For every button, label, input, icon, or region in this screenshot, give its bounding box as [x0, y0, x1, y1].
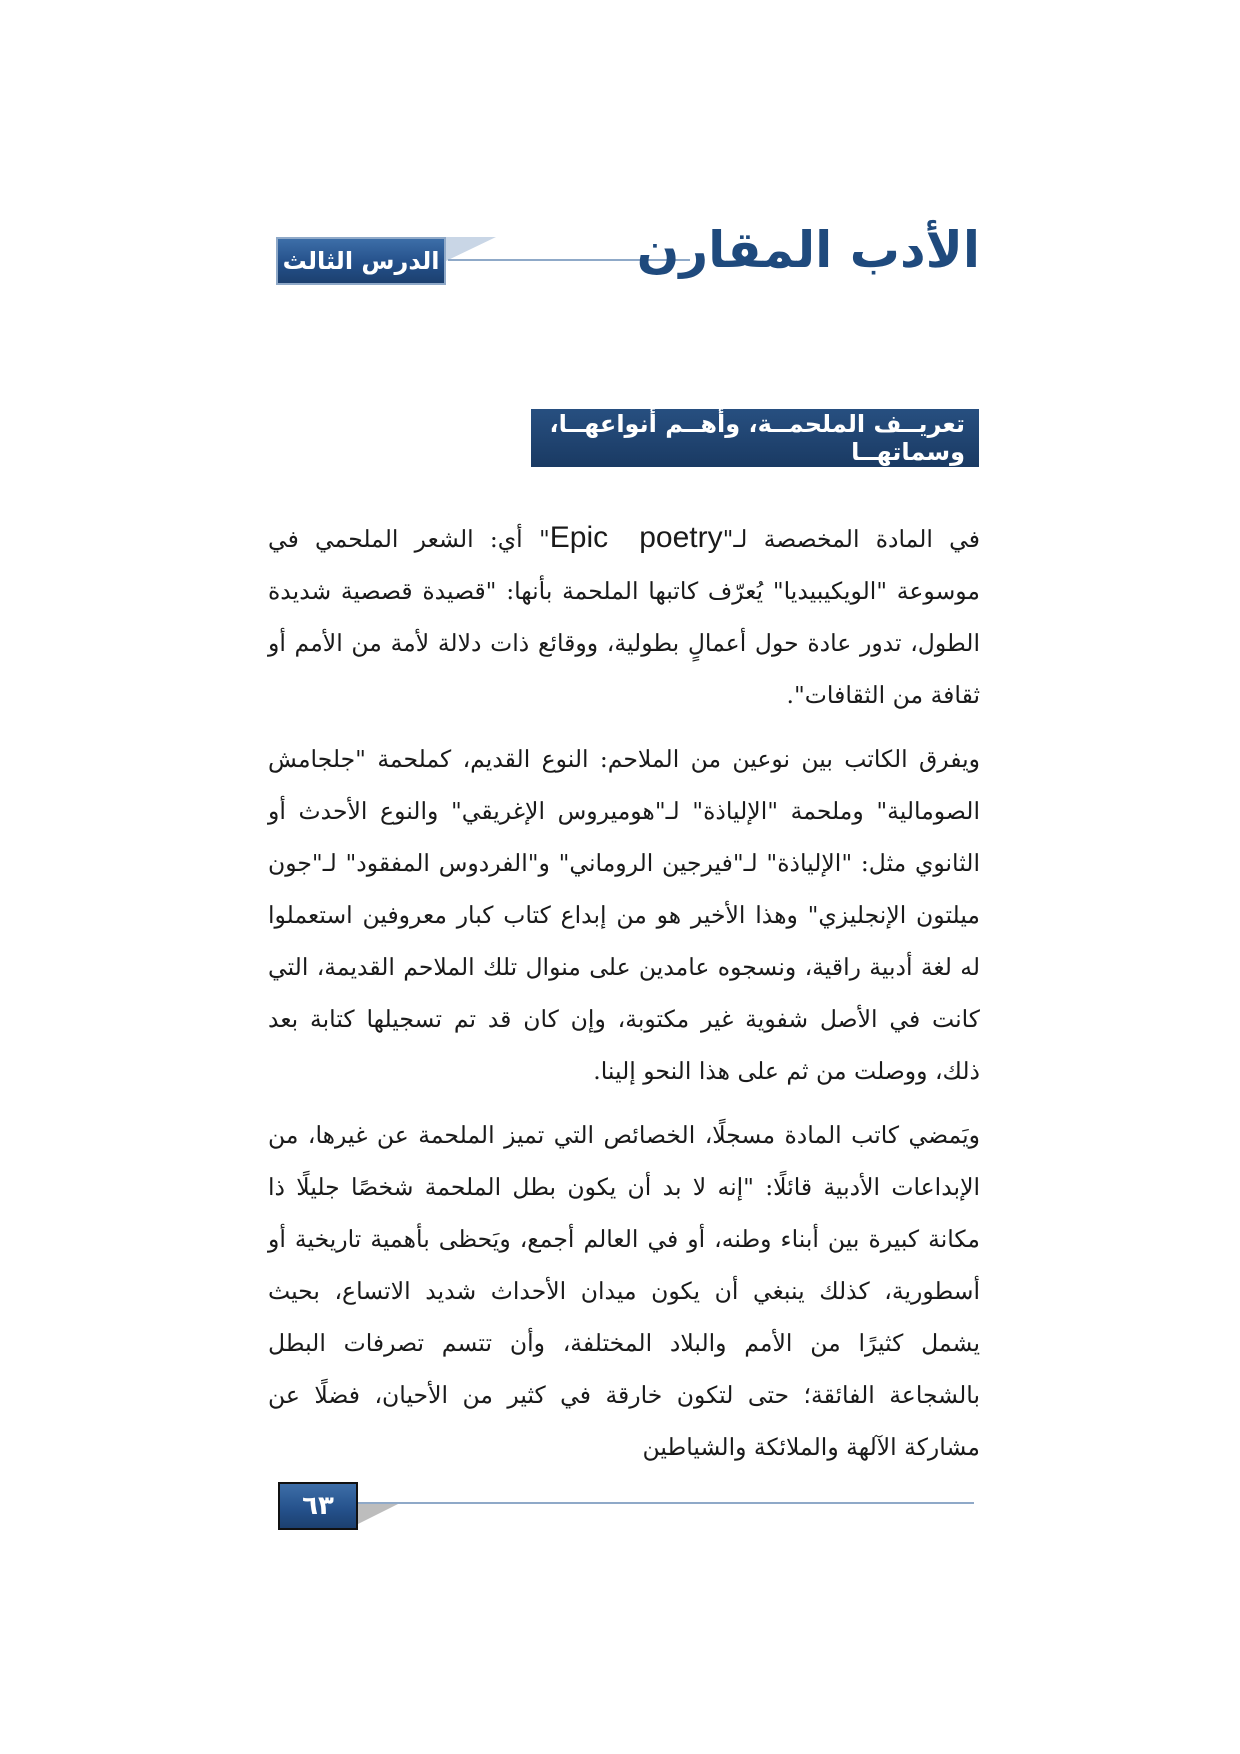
header-wedge-decoration [446, 237, 496, 261]
paragraph-2: ويفرق الكاتب بين نوعين من الملاحم: النوع القديم، كملحمة "جلجامش الصومالية" وملحمة "الإلياذة" لـ"هوميروس الإغريقي" والنوع الأحدث أو الثانوي مثل: "الإلياذة" لـ"فيرجين الروماني" و"الفردوس المفقود" لـ"جون ميلتون الإنجليزي" وهذا الأخير هو من إبداع كتاب كبار معروفين استعملوا له لغة أدبية راقية، ونسجوه عامدين على منوال تلك الملاحم القديمة، التي كانت في الأصل شفوية غير مكتوبة، وإن كان قد تم تسجيلها كتابة بعد ذلك، ووصلت من ثم على هذا النحو إلينا. [268, 745, 980, 1085]
footer-wedge-decoration [358, 1502, 402, 1524]
lesson-badge: الدرس الثالث [276, 237, 446, 285]
epic-poetry-term: Epic poetry [549, 521, 723, 554]
page-header [270, 221, 980, 295]
section-heading: تعريــف الملحمــة، وأهــم أنواعهــا، وسماتهــا [531, 409, 979, 467]
paragraph-1-rest: " أي: الشعر الملحمي في موسوعة "الويكيبيديا" يُعرّف كاتبها الملحمة بأنها: "قصيدة قصصية شديدة الطول، تدور عادة حول أعمالٍ بطولية، ووقائع ذات دلالة لأمة من الأمم أو ثقافة من الثقافات". [268, 525, 980, 709]
footer-rule [358, 1502, 974, 1504]
book-title: الأدب المقارن [636, 221, 980, 279]
paragraph-1-start: في المادة المخصصة لـ" [722, 525, 980, 553]
paragraph-1 [268, 512, 980, 721]
page-number: ٦٣ [278, 1482, 358, 1530]
page-footer [274, 1480, 974, 1536]
paragraph-3: ويَمضي كاتب المادة مسجلًا، الخصائص التي تميز الملحمة عن غيرها، من الإبداعات الأدبية قائلًا: "إنه لا بد أن يكون بطل الملحمة شخصًا جليلًا ذا مكانة كبيرة بين أبناء وطنه، أو في العالم أجمع، ويَحظى بأهمية تاريخية أو أسطورية، كذلك ينبغي أن يكون ميدان الأحداث شديد الاتساع، بحيث يشمل كثيرًا من الأمم والبلاد المختلفة، وأن تتسم تصرفات البطل بالشجاعة الفائقة؛ حتى لتكون خارقة في كثير من الأحيان، فضلًا عن مشاركة الآلهة والملائكة والشياطين [268, 1121, 980, 1461]
body-text [268, 512, 980, 1485]
